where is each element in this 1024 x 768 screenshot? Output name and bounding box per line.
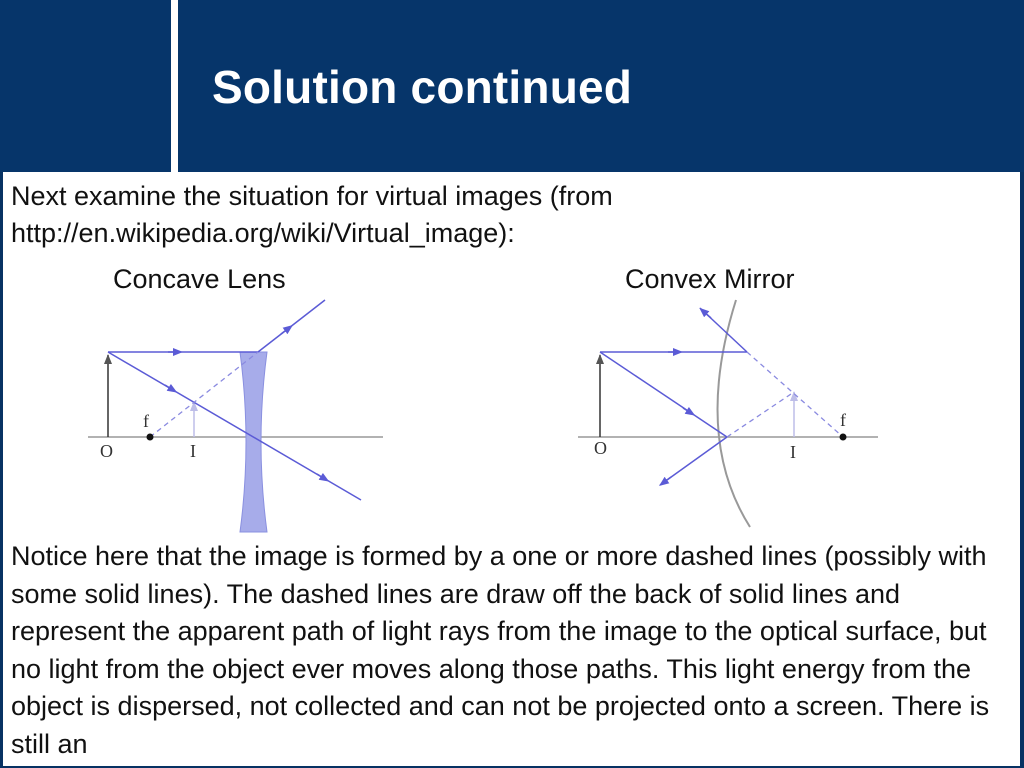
slide-content (3, 172, 1020, 766)
slide-title: Solution continued (212, 61, 633, 113)
object-label: O (100, 441, 113, 461)
slide-header (0, 0, 1024, 172)
image-label: I (190, 441, 196, 461)
convex-mirror-shape (718, 300, 750, 527)
ray-arrow (663, 477, 671, 483)
intro-text: Next examine the situation for virtual images (from http://en.wikipedia.org/wiki/Virtual_image): (11, 181, 613, 248)
focus-point (840, 434, 847, 441)
image-label: I (790, 442, 796, 462)
convex-mirror-diagram (578, 300, 878, 527)
convex-mirror-label: Convex Mirror (625, 264, 795, 294)
virtual-ray-dashed (747, 352, 843, 437)
ray-arrow (281, 328, 289, 334)
object-label: O (594, 438, 607, 458)
notice-paragraph: Notice here that the image is formed by a one or more dashed lines (possibly with some solid lines). The dashed lines are draw off the back of solid lines and represent the apparent path of light rays from the image to the optical surface, but no light from the object ever moves along those paths. This light energy from the object is dispersed, not collected and can not be projected onto a screen. There is still an (11, 541, 990, 759)
ray-arrow (317, 474, 325, 479)
focus-label: f (840, 410, 846, 430)
concave-lens-diagram (88, 300, 383, 532)
ray-central (600, 352, 727, 437)
focus-point (147, 434, 154, 441)
virtual-ray-dashed (727, 392, 794, 437)
header-divider-bar (171, 0, 178, 172)
ray-arrow (703, 311, 711, 318)
focus-label: f (143, 411, 149, 431)
concave-lens-label: Concave Lens (113, 264, 286, 294)
ray-arrow (683, 408, 691, 413)
ray-diverging (258, 300, 325, 352)
ray-arrow (165, 385, 173, 390)
